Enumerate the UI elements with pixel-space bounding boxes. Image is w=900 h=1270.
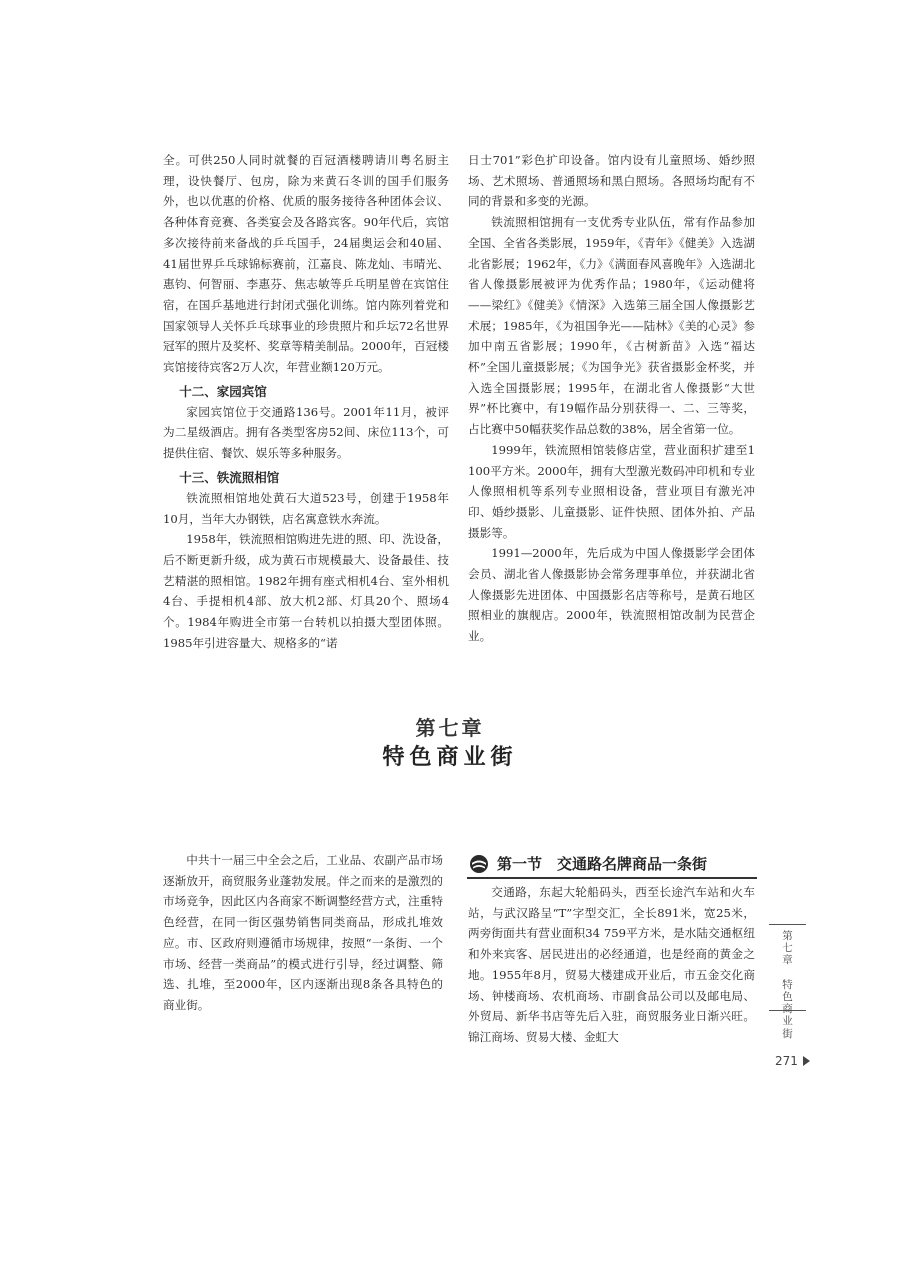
chapter-title: 特色商业街	[382, 745, 518, 770]
paragraph: 家园宾馆位于交通路136号。2001年11月，被评为二星级酒店。拥有各类型客房52间、床位113个，可提供住宿、餐饮、娱乐等多种服务。	[163, 404, 449, 461]
paragraph: 交通路，东起大轮船码头，西至长途汽车站和火车站，与武汉路呈“T”字型交汇，全长891米，宽25米，两旁街面共有营业面积34 759平方米，是水陆交通枢纽和外来宾客、居民进出的必经通道，也是经商的黄金之地。1955年8月，贸易大楼建成开业后，市五金交化商场、钟楼商场、农机商场、市副食品公司以及邮电局、外贸局、新华书店等先后入驻，商贸服务业日渐兴旺。锦江商场、贸易大楼、金虹大	[468, 885, 755, 1044]
paragraph: 铁流照相馆地处黄石大道523号，创建于1958年10月，当年大办钢铁，店名寓意铁水奔流。	[163, 490, 449, 526]
paragraph: 1991—2000年，先后成为中国人像摄影学会团体会员、湖北省人像摄影协会常务理事单位，并获湖北省人像摄影先进团体、中国摄影名店等称号，是黄石地区照相业的旗舰店。2000年，铁流照相馆改制为民营企业。	[468, 546, 755, 644]
left-column-top	[163, 150, 449, 653]
subsection-heading: 十二、家园宾馆	[179, 383, 267, 399]
page-arrow-icon	[803, 1056, 810, 1066]
paragraph: 1999年，铁流照相馆装修店堂，营业面积扩建至1 100平方米。2000年，拥有大型激光数码冲印机和专业人像照相机等系列专业照相设备，营业项目有激光冲印、婚纱摄影、儿童摄影、证件快照、团体外拍、产品摄影等。	[468, 442, 755, 540]
section-title: 第一节 交通路名牌商品一条街	[497, 855, 708, 873]
subsection-heading: 十三、铁流照相馆	[179, 469, 280, 485]
page-number: 271	[775, 1054, 798, 1068]
paragraph: 铁流照相馆拥有一支优秀专业队伍，常有作品参加全国、全省各类影展，1959年，《青年》《健美》入选湖北省影展；1962年，《力》《满面春风喜晚年》入选湖北省人像摄影展被评为优秀作品；1980年，《运动健将——梁红》《健美》《情深》入选第三届全国人像摄影艺术展；1985年，《为祖国争光——陆林》《美的心灵》参加中南五省影展；1990年，《古树新苗》入选“福达杯”全国儿童摄影展；《为国争光》获省摄影金杯奖，并入选全国摄影展；1995年，在湖北省人像摄影“大世界”杯比赛中，有19幅作品分别获得一、二、三等奖，占比赛中50幅获奖作品总数的38%，居全省第一位。	[468, 215, 755, 437]
right-column-bottom	[468, 882, 755, 1048]
paragraph: 1958年，铁流照相馆购进先进的照、印、洗设备，后不断更新升级，成为黄石市规模最大、设备最佳、技艺精湛的照相馆。1982年拥有座式相机4台、室外相机4台、手提相机4部、放大机2部、灯具20个、照场4个。1984年购进全市第一台转机以拍摄大型团体照。1985年引进容量大、规格多的“诺	[163, 532, 449, 650]
paragraph: 全。可供250人同时就餐的百冠酒楼聘请川粤名厨主理，设快餐厅、包房，除为来黄石冬训的国手们服务外，也以优惠的价格、优质的服务接待各种团体会议、各种体育竞赛、各类宴会及各路宾客。90年代后，宾馆多次接待前来备战的乒乓国手，24届奥运会和40届、41届世界乒乓球锦标赛前，江嘉良、陈龙灿、韦晴光、惠钧、何智丽、李惠芬、焦志敏等乒乓明星曾在宾馆住宿，在国乒基地进行封闭式强化训练。馆内陈列着党和国家领导人关怀乒乓球事业的珍贵照片和乒坛72名世界冠军的照片及奖杯、奖章等精美制品。2000年，百冠楼宾馆接待宾客2万人次，年营业额120万元。	[163, 153, 449, 375]
side-tab-label: 第 七 章 特 色 商 业 街	[782, 930, 793, 1040]
chapter-intro-paragraph: 中共十一届三中全会之后，工业品、农副产品市场逐渐放开，商贸服务业蓬勃发展。伴之而来的是激烈的市场竞争，因此区内各商家不断调整经营方式，注重特色经营，在同一街区强势销售同类商品，形成扎堆效应。市、区政府则遵循市场规律，按照“一条街、一个市场、经营一类商品”的模式进行引导，经过调整、筛选、扎堆，至2000年，区内逐渐出现8条各具特色的商业街。	[163, 853, 443, 1012]
right-column-top	[468, 150, 755, 647]
section-header	[467, 851, 757, 879]
section-emblem-icon	[469, 854, 489, 874]
paragraph: 日士701”彩色扩印设备。馆内设有儿童照场、婚纱照场、艺术照场、普通照场和黑白照场。各照场均配有不同的背景和多变的光源。	[468, 153, 755, 209]
chapter-number: 第七章	[415, 716, 485, 740]
left-column-bottom	[163, 850, 443, 1016]
chapter-side-tab	[769, 924, 806, 1040]
